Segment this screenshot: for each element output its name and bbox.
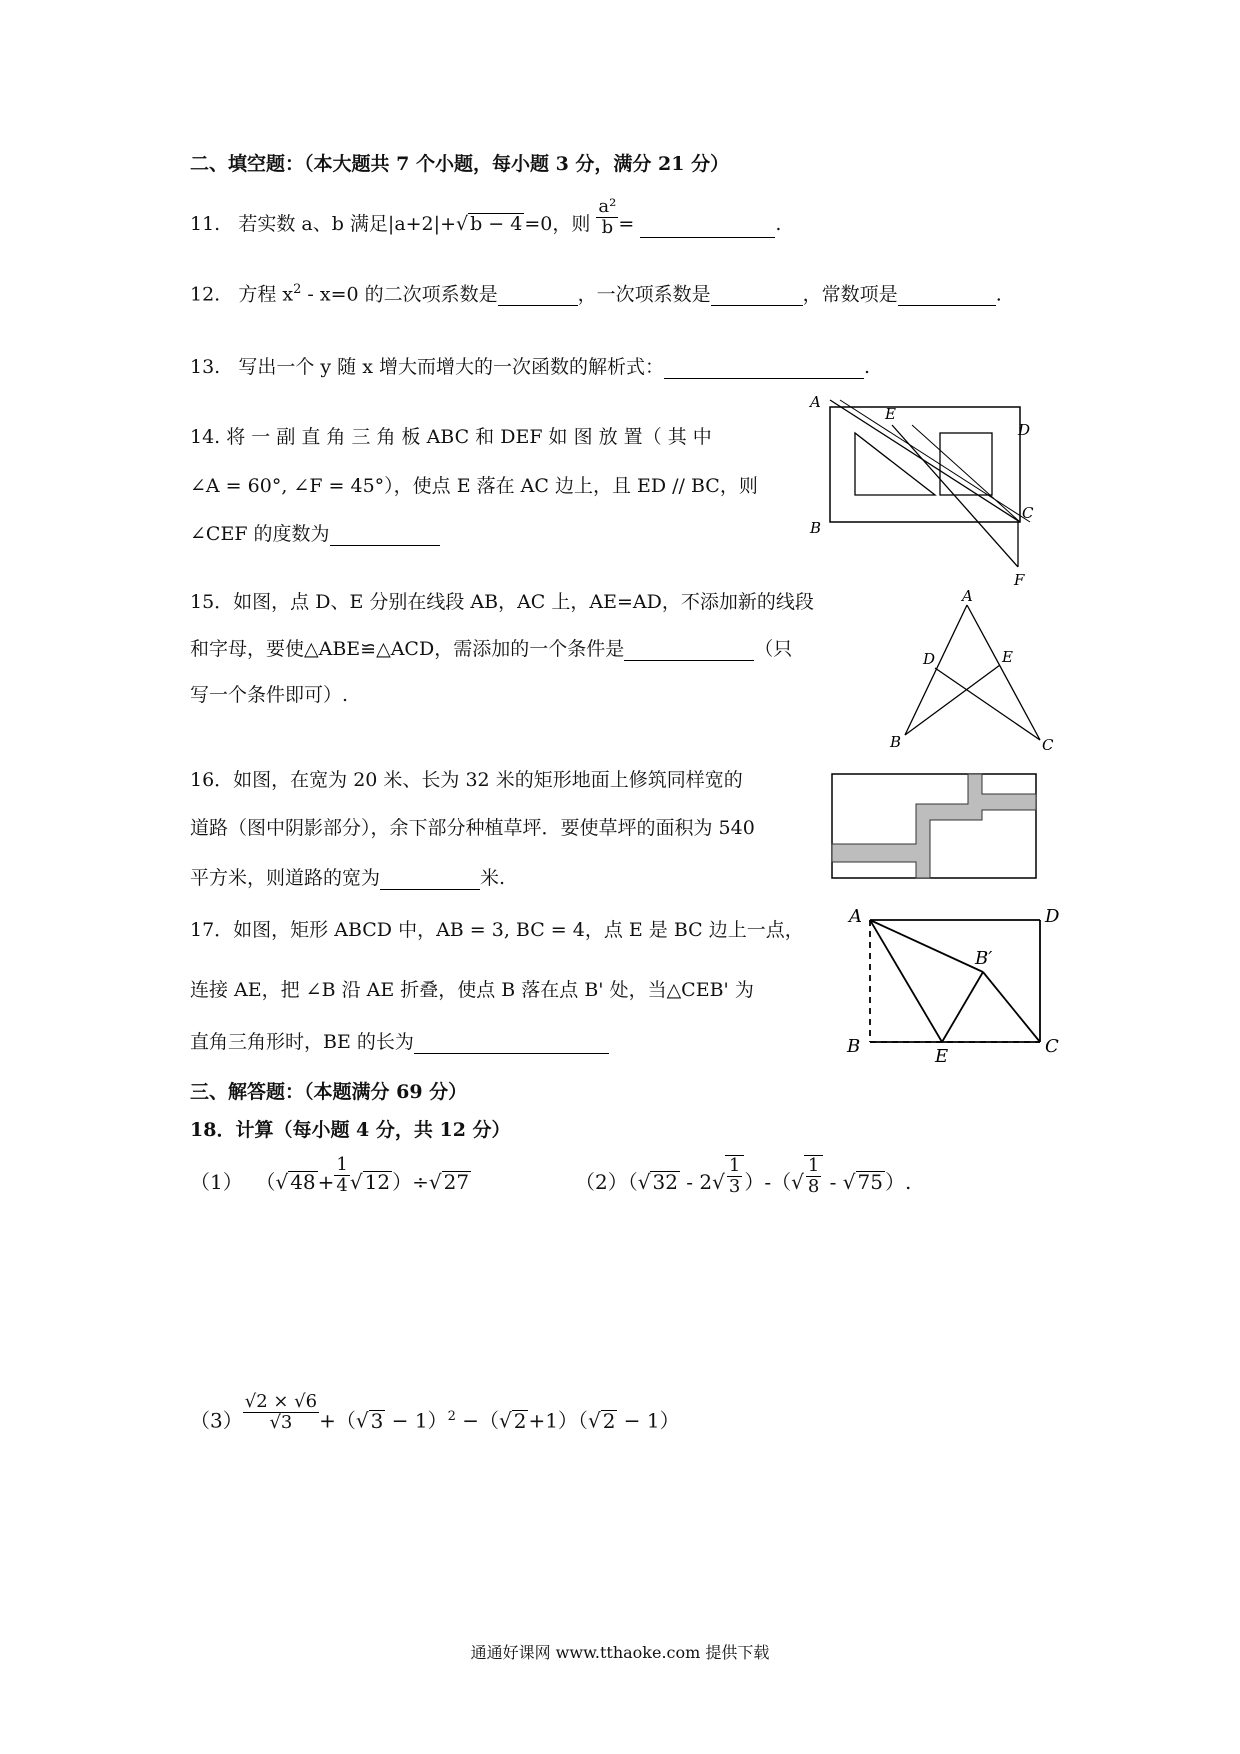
q17-answer-blank[interactable]	[414, 1033, 609, 1054]
q15-line-1: 15．如图，点 D、E 分别在线段 AB，AC 上，AE=AD，不添加新的线段	[190, 591, 814, 613]
q14-label-e: E	[885, 405, 896, 423]
question-12	[190, 278, 1002, 306]
q18-title: 18．计算（每小题 4 分，共 12 分）	[190, 1119, 511, 1141]
question-15-line-2	[190, 637, 792, 661]
q11-number: 11.	[190, 213, 221, 235]
q15-label-b: B	[890, 733, 902, 751]
q18-p2-open: （	[627, 1170, 638, 1194]
q11-radical: b − 4	[470, 213, 523, 235]
q16-answer-blank[interactable]	[380, 869, 480, 890]
q14-answer-blank[interactable]	[330, 525, 440, 546]
q12-blank-2[interactable]	[711, 285, 803, 306]
q15-label-d: D	[923, 650, 936, 668]
q18-p1-radical-2: 12	[364, 1170, 391, 1194]
q11-frac-num: a²	[598, 195, 617, 217]
q18-p1-radical-1: 48	[290, 1170, 316, 1194]
q13-answer-blank[interactable]	[664, 358, 864, 379]
q13-text: 写出一个 y 随 x 增大而增大的一次函数的解析式：	[238, 356, 664, 378]
q12-text-c: ，一次项系数是	[577, 283, 711, 306]
q14-label-a: A	[810, 395, 821, 411]
q18-p3-radical-1: 3	[370, 1408, 384, 1433]
q18-p3-rest-e: − 1）	[617, 1408, 680, 1433]
q18-p2-close: ）.	[885, 1170, 912, 1194]
q12-blank-3[interactable]	[898, 285, 996, 306]
q18-p2-fraction-2	[804, 1155, 823, 1197]
page-footer: 通通好课网 www.tthaoke.com 提供下载	[470, 1643, 770, 1662]
q14-label-c: C	[1022, 504, 1034, 522]
q11-fraction	[596, 197, 618, 238]
q17-label-d: D	[1045, 906, 1060, 927]
q18-p1-open: （	[255, 1170, 276, 1194]
section-3-title: 三、解答题：（本题满分 69 分）	[190, 1081, 468, 1103]
q18-p3-radical-3: 2	[602, 1408, 616, 1433]
q15-line-2b: （只	[754, 638, 793, 660]
q11-text-a: 若实数 a、b 满足|a+2|	[238, 213, 441, 235]
q18-p3-radical-2: 2	[513, 1408, 527, 1433]
q11-end: .	[775, 213, 782, 235]
q18-p2-label: （2）	[575, 1170, 628, 1194]
q18-p2-frac1-den: 3	[728, 1175, 741, 1197]
q11-frac-den: b	[601, 216, 614, 238]
q15-line-3: 写一个条件即可）.	[190, 684, 349, 706]
q18-part-3: （3） $\frac{√2 \times √6}{√3}$ +（√ 3 − 1）$^2$ −（√ 2 +1）（√ 2 − 1）	[190, 1390, 680, 1433]
q12-number: 12.	[190, 283, 221, 306]
q17-label-b-prime: B′	[975, 948, 993, 969]
q15-label-e: E	[1002, 648, 1013, 666]
q18-p3-sup: 2	[447, 1409, 456, 1424]
q11-answer-blank[interactable]	[640, 217, 775, 238]
q15-line-2a: 和字母，要使△ABE≌△ACD，需添加的一个条件是	[190, 638, 625, 660]
q14-line-2: ∠A = 60°, ∠F = 45°），使点 E 落在 AC 边上，且 ED // BC，则	[190, 475, 758, 497]
q15-answer-blank[interactable]	[624, 640, 754, 661]
q12-sup: 2	[293, 282, 302, 297]
question-11: 11. 若实数 a、b 满足|a+2|+√ b − 4 =0，则 $\frac{\text{a²}}{b}$ = .	[190, 195, 782, 238]
q18-p3-fraction	[243, 1392, 319, 1433]
q18-p3-rest-a: +（	[319, 1408, 356, 1433]
q17-figure	[845, 902, 1065, 1067]
q18-p1-frac-num: 1	[336, 1154, 348, 1175]
q16-line-3b: 米.	[480, 867, 506, 889]
q17-line-2: 连接 AE，把 ∠B 沿 AE 折叠，使点 B 落在点 B' 处，当△CEB' 为	[190, 979, 754, 1001]
q16-line-3a: 平方米，则道路的宽为	[190, 867, 381, 889]
q18-p3-frac-den: √3	[269, 1411, 293, 1433]
q14-line-1: 14. 将 一 副 直 角 三 角 板 ABC 和 DEF 如 图 放 置（ 其 中	[190, 426, 712, 448]
q14-line-3: ∠CEF 的度数为	[190, 523, 330, 545]
q13-end: .	[863, 356, 870, 378]
section-2-title: 二、填空题：（本大题共 7 个小题，每小题 3 分，满分 21 分）	[190, 153, 730, 175]
q18-p2-mid: ）-（	[744, 1170, 792, 1194]
q18-p2-minus-2: -	[823, 1170, 843, 1194]
question-14-line-3	[190, 522, 440, 546]
q18-p2-radical-1: 32	[652, 1170, 678, 1194]
q15-label-a: A	[962, 590, 973, 605]
q17-label-e: E	[935, 1046, 949, 1067]
q11-text-b: =0，则	[524, 213, 591, 235]
q16-line-1: 16．如图，在宽为 20 米、长为 32 米的矩形地面上修筑同样宽的	[190, 769, 743, 791]
q13-number: 13.	[190, 356, 221, 378]
q15-figure	[880, 590, 1060, 760]
q18-p1-fraction	[334, 1155, 349, 1196]
q18-p2-minus: - 2	[679, 1170, 713, 1194]
q18-p2-frac1-num: 1	[728, 1154, 741, 1176]
q18-p3-frac-num: √2 × √6	[244, 1390, 318, 1412]
q18-p3-rest-d: +1）（	[528, 1408, 588, 1433]
q17-label-c: C	[1045, 1036, 1059, 1057]
q12-text-d: ，常数项是	[802, 283, 898, 306]
q18-p3-rest-c: −（	[455, 1408, 499, 1433]
q18-p2-fraction-1	[725, 1155, 744, 1197]
q11-text-c: =	[618, 213, 635, 235]
q18-part-1: （1） （√ 48 + $\frac{1}{4}$ √ 12 ）÷√ 27	[190, 1154, 470, 1196]
q12-blank-1[interactable]	[498, 285, 578, 306]
question-13	[190, 355, 870, 379]
q18-p3-label: （3）	[190, 1408, 243, 1433]
q17-line-1: 17．如图，矩形 ABCD 中，AB = 3, BC = 4，点 E 是 BC 边上一点，	[190, 919, 804, 941]
q18-p2-frac2-den: 8	[807, 1175, 820, 1197]
q14-label-f: F	[1014, 571, 1025, 589]
q18-p3-rest-b: − 1）	[385, 1408, 448, 1433]
q12-text-a: 方程 x	[238, 283, 294, 306]
q18-p2-radical-2: 75	[857, 1170, 883, 1194]
q15-label-c: C	[1042, 736, 1054, 754]
q16-line-2: 道路（图中阴影部分），余下部分种植草坪．要使草坪的面积为 540	[190, 817, 755, 839]
q14-label-d: D	[1018, 421, 1031, 439]
q18-part-2: （2）（√ 32 - 2√ $\frac{1}{3}$ ）-（√ $\frac{1}{8}$ - √ 75 ）.	[575, 1154, 912, 1197]
q17-label-b: B	[847, 1036, 861, 1057]
question-16-line-3	[190, 866, 505, 890]
q14-label-b: B	[810, 519, 822, 537]
q18-p1-plus: +	[317, 1170, 335, 1194]
q18-p1-label: （1）	[190, 1170, 243, 1194]
q16-figure	[830, 772, 1040, 882]
q17-label-a: A	[849, 906, 862, 927]
q18-p1-radical-3: 27	[443, 1170, 470, 1194]
q18-p1-frac-den: 4	[336, 1175, 348, 1196]
q18-p1-close: ）÷	[392, 1170, 429, 1194]
q17-line-3: 直角三角形时，BE 的长为	[190, 1031, 414, 1053]
question-17-line-3	[190, 1030, 609, 1054]
q12-end: .	[995, 283, 1002, 306]
q12-text-b: - x=0 的二次项系数是	[301, 283, 498, 306]
q18-p2-frac2-num: 1	[807, 1154, 820, 1176]
q14-figure	[800, 395, 1040, 595]
